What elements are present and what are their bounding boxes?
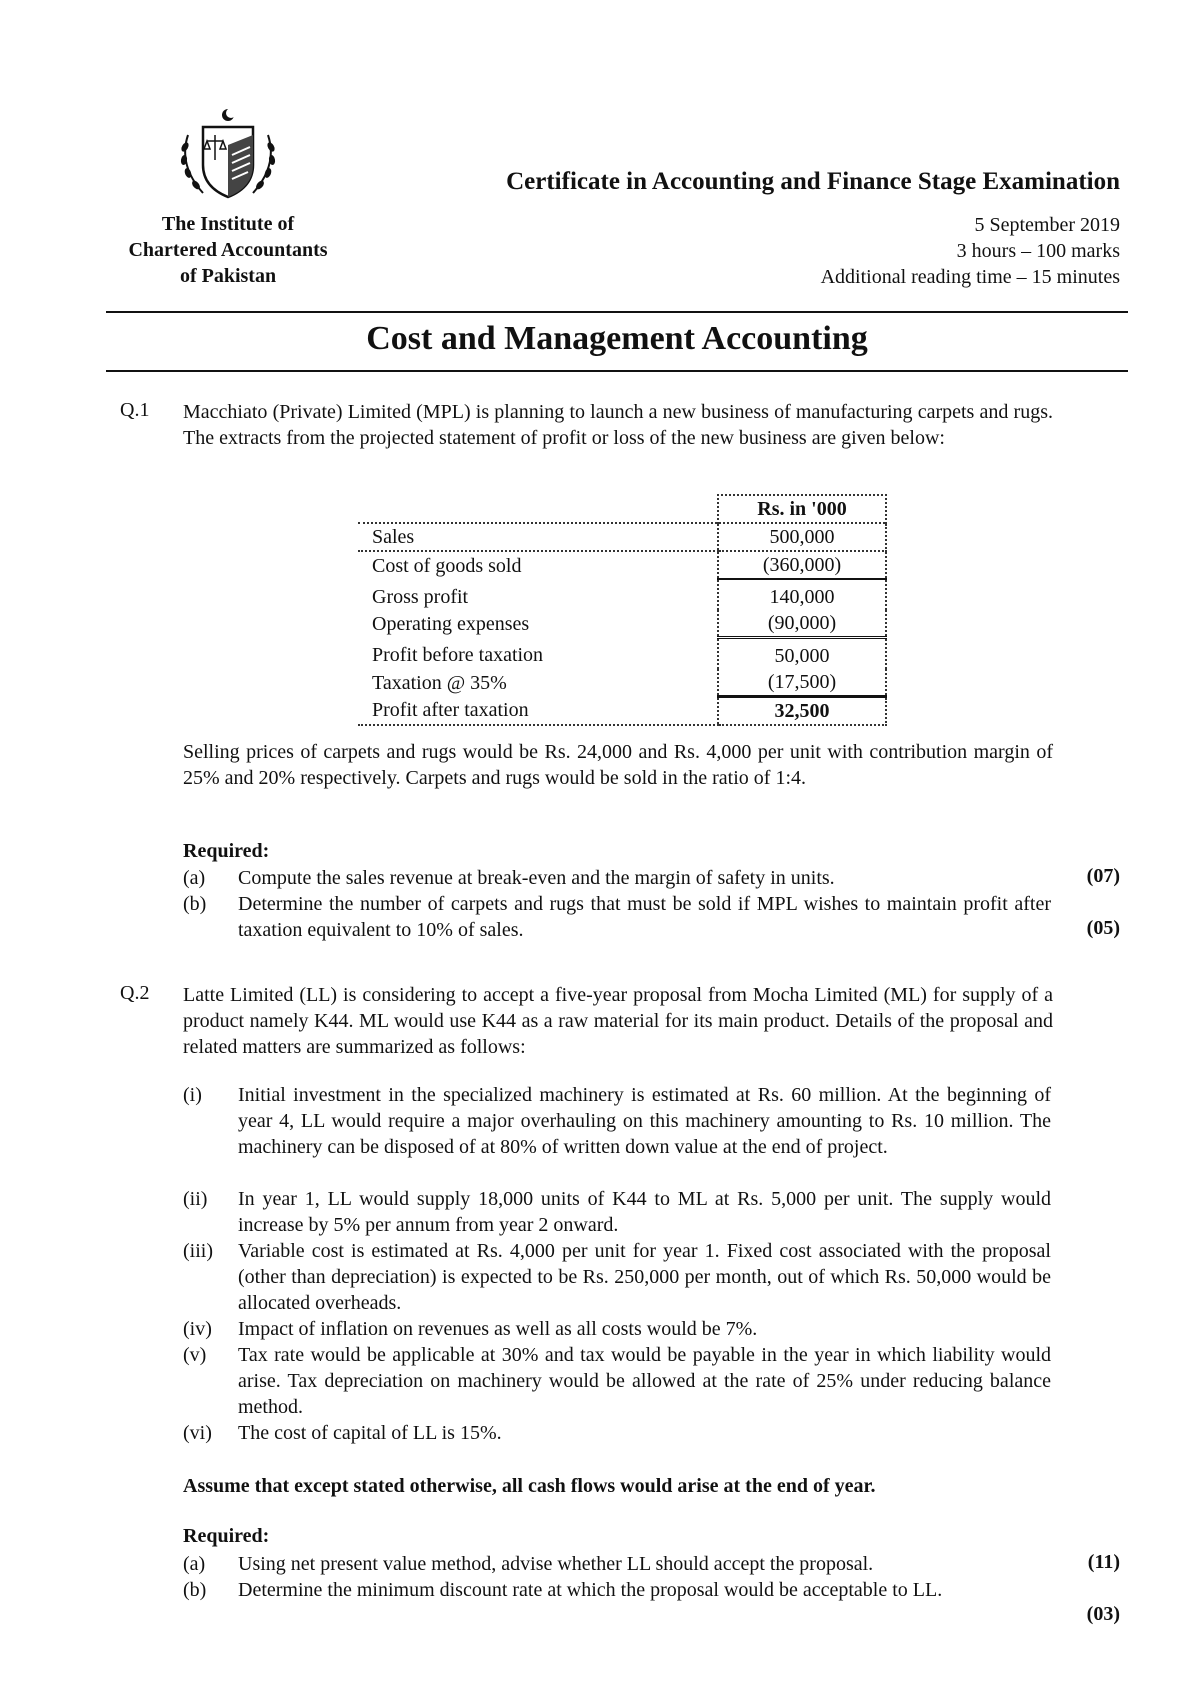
q2-item-v	[183, 1342, 1123, 1420]
item-text: The cost of capital of LL is 15%.	[238, 1422, 502, 1444]
table-row	[358, 579, 886, 610]
item-label: (i)	[183, 1084, 202, 1106]
row-value: (17,500)	[718, 669, 886, 697]
q1-number: Q.1	[120, 399, 150, 421]
table-header-amount: Rs. in '000	[718, 495, 886, 523]
row-label: Gross profit	[372, 585, 469, 608]
q2-item-i	[183, 1082, 1123, 1160]
exam-date: 5 September 2019	[974, 214, 1120, 236]
q2-item-vi	[183, 1420, 1123, 1446]
row-label: Cost of goods sold	[372, 554, 522, 577]
q2-part-b-marks: (03)	[1086, 1603, 1120, 1625]
item-text: In year 1, LL would supply 18,000 units of K44 to ML at Rs. 5,000 per unit. The supply would increase by 5% per annum from year 2 onward.	[238, 1188, 1051, 1236]
q2-required-label: Required:	[183, 1525, 270, 1547]
item-text: Tax rate would be applicable at 30% and tax would be payable in the year in which liability would arise. Tax depreciation on machinery would be allowed at the rate of 25% under reducing balance method.	[238, 1344, 1051, 1418]
table-header-row	[358, 495, 886, 523]
q1-paragraph-2: Selling prices of carpets and rugs would be Rs. 24,000 and Rs. 4,000 per unit with contribution margin of 25% and 20% respectively. Carpets and rugs would be sold in the ratio of 1:4.	[183, 741, 1053, 789]
q2-part-b	[183, 1577, 1123, 1603]
row-value: 32,500	[718, 697, 886, 726]
exam-title: Certificate in Accounting and Finance Stage Examination	[506, 168, 1120, 195]
institute-name	[108, 211, 348, 289]
part-label: (b)	[183, 1579, 207, 1601]
q2-number: Q.2	[120, 982, 150, 1004]
part-text: Using net present value method, advise whether LL should accept the proposal.	[238, 1553, 874, 1575]
q2-item-ii	[183, 1186, 1123, 1238]
row-value: 500,000	[718, 523, 886, 551]
item-text: Impact of inflation on revenues as well as all costs would be 7%.	[238, 1318, 758, 1340]
table-row	[358, 697, 886, 726]
row-value: 140,000	[718, 579, 886, 610]
q1-part-a	[183, 865, 1123, 891]
item-text: Initial investment in the specialized machinery is estimated at Rs. 60 million. At the beginning of year 4, LL would require a major overhauling on this machinery amounting to Rs. 10 million. The machinery can be disposed of at 80% of written down value at the end of project.	[238, 1084, 1051, 1158]
q1-part-b	[183, 891, 1123, 943]
row-label: Taxation @ 35%	[372, 671, 507, 694]
item-label: (iii)	[183, 1240, 213, 1262]
row-value: (360,000)	[718, 551, 886, 579]
row-label: Sales	[358, 523, 718, 551]
q2-part-a-marks: (11)	[1087, 1551, 1120, 1573]
row-value: 50,000	[718, 638, 886, 670]
table-row	[358, 669, 886, 697]
part-label: (a)	[183, 867, 206, 889]
part-text: Compute the sales revenue at break-even and the margin of safety in units.	[238, 867, 835, 889]
q1-part-b-marks: (05)	[1086, 917, 1120, 939]
q2-intro: Latte Limited (LL) is considering to accept a five-year proposal from Mocha Limited (ML) for supply of a product namely K44. ML would use K44 as a raw material for its main product. Details of the proposal and related matters are summarized as follows:	[183, 984, 1053, 1058]
item-label: (v)	[183, 1344, 207, 1366]
paper-title: Cost and Management Accounting	[366, 320, 868, 357]
part-text: Determine the number of carpets and rugs that must be sold if MPL wishes to maintain profit after taxation equivalent to 10% of sales.	[238, 893, 1051, 941]
q2-item-iii	[183, 1238, 1123, 1316]
institute-line-1: The Institute of	[161, 213, 295, 235]
institute-line-2: Chartered Accountants	[128, 239, 328, 261]
institute-line-3: of Pakistan	[179, 265, 277, 287]
table-row	[358, 551, 886, 579]
institute-logo-block	[108, 105, 348, 289]
table-row	[358, 523, 886, 551]
q1-part-a-marks: (07)	[1086, 865, 1120, 887]
item-label: (ii)	[183, 1188, 208, 1210]
exam-reading-time: Additional reading time – 15 minutes	[820, 266, 1120, 288]
exam-duration: 3 hours – 100 marks	[956, 240, 1120, 262]
row-label: Profit after taxation	[358, 697, 718, 726]
q2-part-a	[183, 1551, 1123, 1577]
exam-meta	[821, 212, 1120, 290]
header-rule-top	[106, 311, 1128, 313]
row-label: Profit before taxation	[372, 644, 544, 667]
icap-crest-logo	[168, 105, 288, 205]
item-label: (vi)	[183, 1422, 212, 1444]
part-text: Determine the minimum discount rate at which the proposal would be acceptable to LL.	[238, 1579, 943, 1601]
table-row	[358, 638, 886, 670]
q2-item-iv	[183, 1316, 1123, 1342]
table-row	[358, 610, 886, 638]
part-label: (a)	[183, 1553, 206, 1575]
item-text: Variable cost is estimated at Rs. 4,000 per unit for year 1. Fixed cost associated with the proposal (other than depreciation) is expected to be Rs. 250,000 per month, out of which Rs. 50,000 would be allocated overheads.	[238, 1240, 1051, 1314]
row-label: Operating expenses	[372, 612, 530, 635]
row-value: (90,000)	[718, 610, 886, 638]
header-rule-bottom	[106, 370, 1128, 372]
q1-intro: Macchiato (Private) Limited (MPL) is planning to launch a new business of manufacturing carpets and rugs. The extracts from the projected statement of profit or loss of the new business are given below:	[183, 401, 1053, 449]
item-label: (iv)	[183, 1318, 212, 1340]
profit-loss-table	[358, 494, 887, 726]
q2-assumption: Assume that except stated otherwise, all cash flows would arise at the end of year.	[183, 1475, 876, 1497]
q1-required-label: Required:	[183, 840, 270, 862]
part-label: (b)	[183, 893, 207, 915]
